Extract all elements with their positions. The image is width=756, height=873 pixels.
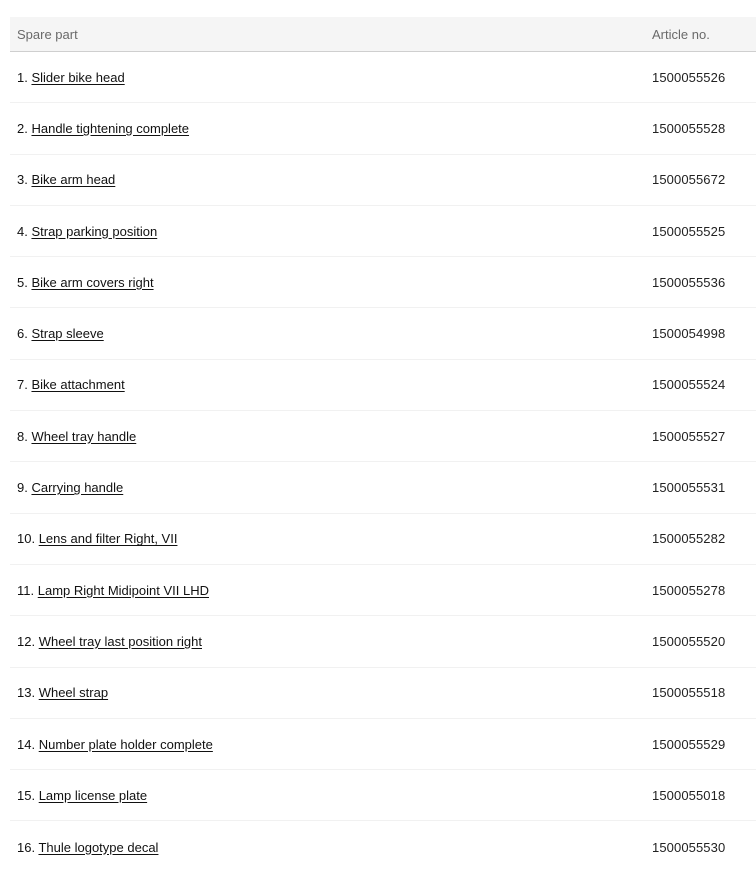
article-number: 1500055530	[652, 839, 726, 855]
part-link[interactable]: Lamp Right Midipoint VII LHD	[37, 582, 209, 598]
part-number: 12.	[17, 633, 36, 649]
part-number: 14.	[17, 736, 36, 752]
part-cell	[10, 583, 645, 598]
article-number: 1500055672	[652, 172, 726, 188]
article-number: 1500055518	[652, 685, 726, 701]
header-spare-part: Spare part	[17, 26, 78, 42]
article-number: 1500055525	[652, 223, 726, 239]
article-number: 1500055520	[652, 633, 726, 649]
article-number: 1500055526	[652, 69, 726, 85]
part-link[interactable]: Bike arm head	[31, 172, 116, 188]
part-cell	[10, 70, 645, 85]
table-row	[10, 462, 756, 513]
part-cell	[10, 275, 645, 290]
article-number: 1500055278	[652, 582, 726, 598]
table-header	[10, 17, 756, 52]
part-number: 13.	[17, 685, 36, 701]
part-number: 6.	[17, 326, 28, 342]
part-cell	[10, 224, 645, 239]
part-number: 10.	[17, 531, 36, 547]
article-number: 1500055524	[652, 377, 726, 393]
part-link[interactable]: Strap sleeve	[31, 326, 104, 342]
part-link[interactable]: Wheel strap	[38, 685, 109, 701]
part-link[interactable]: Strap parking position	[31, 223, 158, 239]
part-link[interactable]: Wheel tray handle	[31, 428, 137, 444]
article-number: 1500055536	[652, 274, 726, 290]
table-row	[10, 257, 756, 308]
article-number: 1500055531	[652, 480, 726, 496]
part-number: 15.	[17, 787, 36, 803]
spare-parts-table	[10, 17, 756, 873]
part-link[interactable]: Handle tightening complete	[31, 120, 190, 136]
part-link[interactable]: Thule logotype decal	[38, 839, 159, 855]
part-number: 5.	[17, 274, 28, 290]
table-row	[10, 308, 756, 359]
part-link[interactable]: Number plate holder complete	[38, 736, 213, 752]
table-row	[10, 103, 756, 154]
table-row	[10, 411, 756, 462]
article-number: 1500055282	[652, 531, 726, 547]
part-cell	[10, 531, 645, 546]
part-cell	[10, 840, 645, 855]
part-number: 9.	[17, 480, 28, 496]
table-row	[10, 514, 756, 565]
part-number: 11.	[17, 582, 35, 598]
part-link[interactable]: Wheel tray last position right	[38, 633, 202, 649]
part-number: 7.	[17, 377, 28, 393]
part-link[interactable]: Bike attachment	[31, 377, 125, 393]
part-number: 1.	[17, 69, 28, 85]
part-number: 3.	[17, 172, 28, 188]
part-link[interactable]: Bike arm covers right	[31, 274, 154, 290]
article-number: 1500054998	[652, 326, 726, 342]
article-number: 1500055527	[652, 428, 726, 444]
part-number: 2.	[17, 120, 28, 136]
table-row	[10, 616, 756, 667]
part-cell	[10, 377, 645, 392]
table-row	[10, 770, 756, 821]
table-row	[10, 155, 756, 206]
part-cell	[10, 634, 645, 649]
header-article-no: Article no.	[652, 26, 710, 42]
table-row	[10, 668, 756, 719]
part-number: 4.	[17, 223, 28, 239]
table-row	[10, 360, 756, 411]
part-cell	[10, 172, 645, 187]
part-cell	[10, 788, 645, 803]
part-cell	[10, 326, 645, 341]
part-link[interactable]: Carrying handle	[31, 480, 124, 496]
part-cell	[10, 685, 645, 700]
part-number: 16.	[17, 839, 36, 855]
table-row	[10, 52, 756, 103]
part-cell	[10, 480, 645, 495]
part-link[interactable]: Lens and filter Right, VII	[38, 531, 178, 547]
part-number: 8.	[17, 428, 28, 444]
table-row	[10, 821, 756, 872]
part-link[interactable]: Slider bike head	[31, 69, 125, 85]
table-row	[10, 719, 756, 770]
article-number: 1500055528	[652, 120, 726, 136]
article-number: 1500055018	[652, 787, 726, 803]
part-link[interactable]: Lamp license plate	[38, 787, 148, 803]
part-cell	[10, 737, 645, 752]
part-cell	[10, 429, 645, 444]
table-row	[10, 206, 756, 257]
part-cell	[10, 121, 645, 136]
table-row	[10, 565, 756, 616]
article-number: 1500055529	[652, 736, 726, 752]
